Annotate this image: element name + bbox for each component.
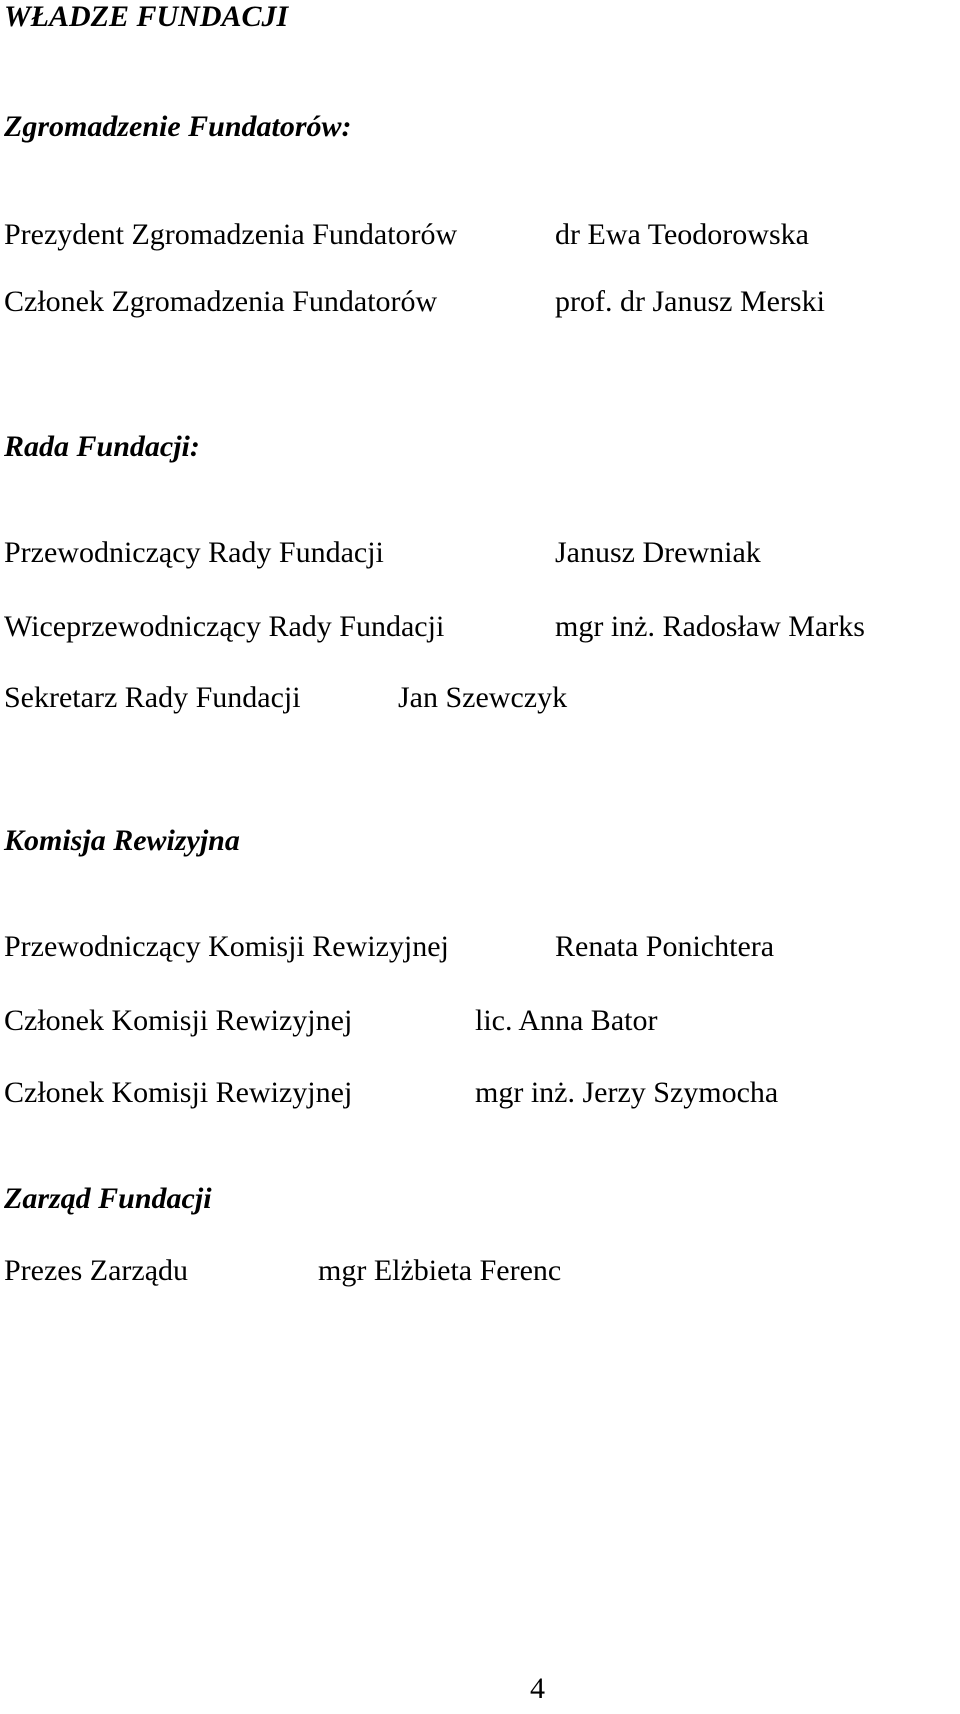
section-heading-zgromadzenie: Zgromadzenie Fundatorów:: [4, 110, 352, 143]
person-name: Renata Ponichtera: [555, 930, 775, 963]
role-label: Prezes Zarządu: [4, 1254, 189, 1287]
role-label: Członek Komisji Rewizyjnej: [4, 1076, 353, 1109]
role-label: Sekretarz Rady Fundacji: [4, 681, 301, 714]
section-heading-rada: Rada Fundacji:: [4, 430, 200, 463]
person-name: mgr inż. Jerzy Szymocha: [475, 1076, 779, 1109]
person-name: Janusz Drewniak: [555, 536, 761, 569]
person-name: Jan Szewczyk: [398, 681, 568, 714]
role-label: Przewodniczący Komisji Rewizyjnej: [4, 930, 449, 963]
person-name: lic. Anna Bator: [475, 1004, 658, 1037]
document-title: WŁADZE FUNDACJI: [4, 0, 289, 33]
role-label: Członek Zgromadzenia Fundatorów: [4, 285, 438, 318]
section-heading-komisja: Komisja Rewizyjna: [4, 824, 240, 857]
person-name: prof. dr Janusz Merski: [555, 285, 825, 318]
section-heading-zarzad: Zarząd Fundacji: [4, 1182, 212, 1215]
role-label: Prezydent Zgromadzenia Fundatorów: [4, 218, 458, 251]
person-name: dr Ewa Teodorowska: [555, 218, 809, 251]
role-label: Wiceprzewodniczący Rady Fundacji: [4, 610, 445, 643]
person-name: mgr inż. Radosław Marks: [555, 610, 865, 643]
role-label: Członek Komisji Rewizyjnej: [4, 1004, 353, 1037]
page-number: 4: [530, 1672, 545, 1705]
person-name: mgr Elżbieta Ferenc: [318, 1254, 562, 1287]
role-label: Przewodniczący Rady Fundacji: [4, 536, 384, 569]
